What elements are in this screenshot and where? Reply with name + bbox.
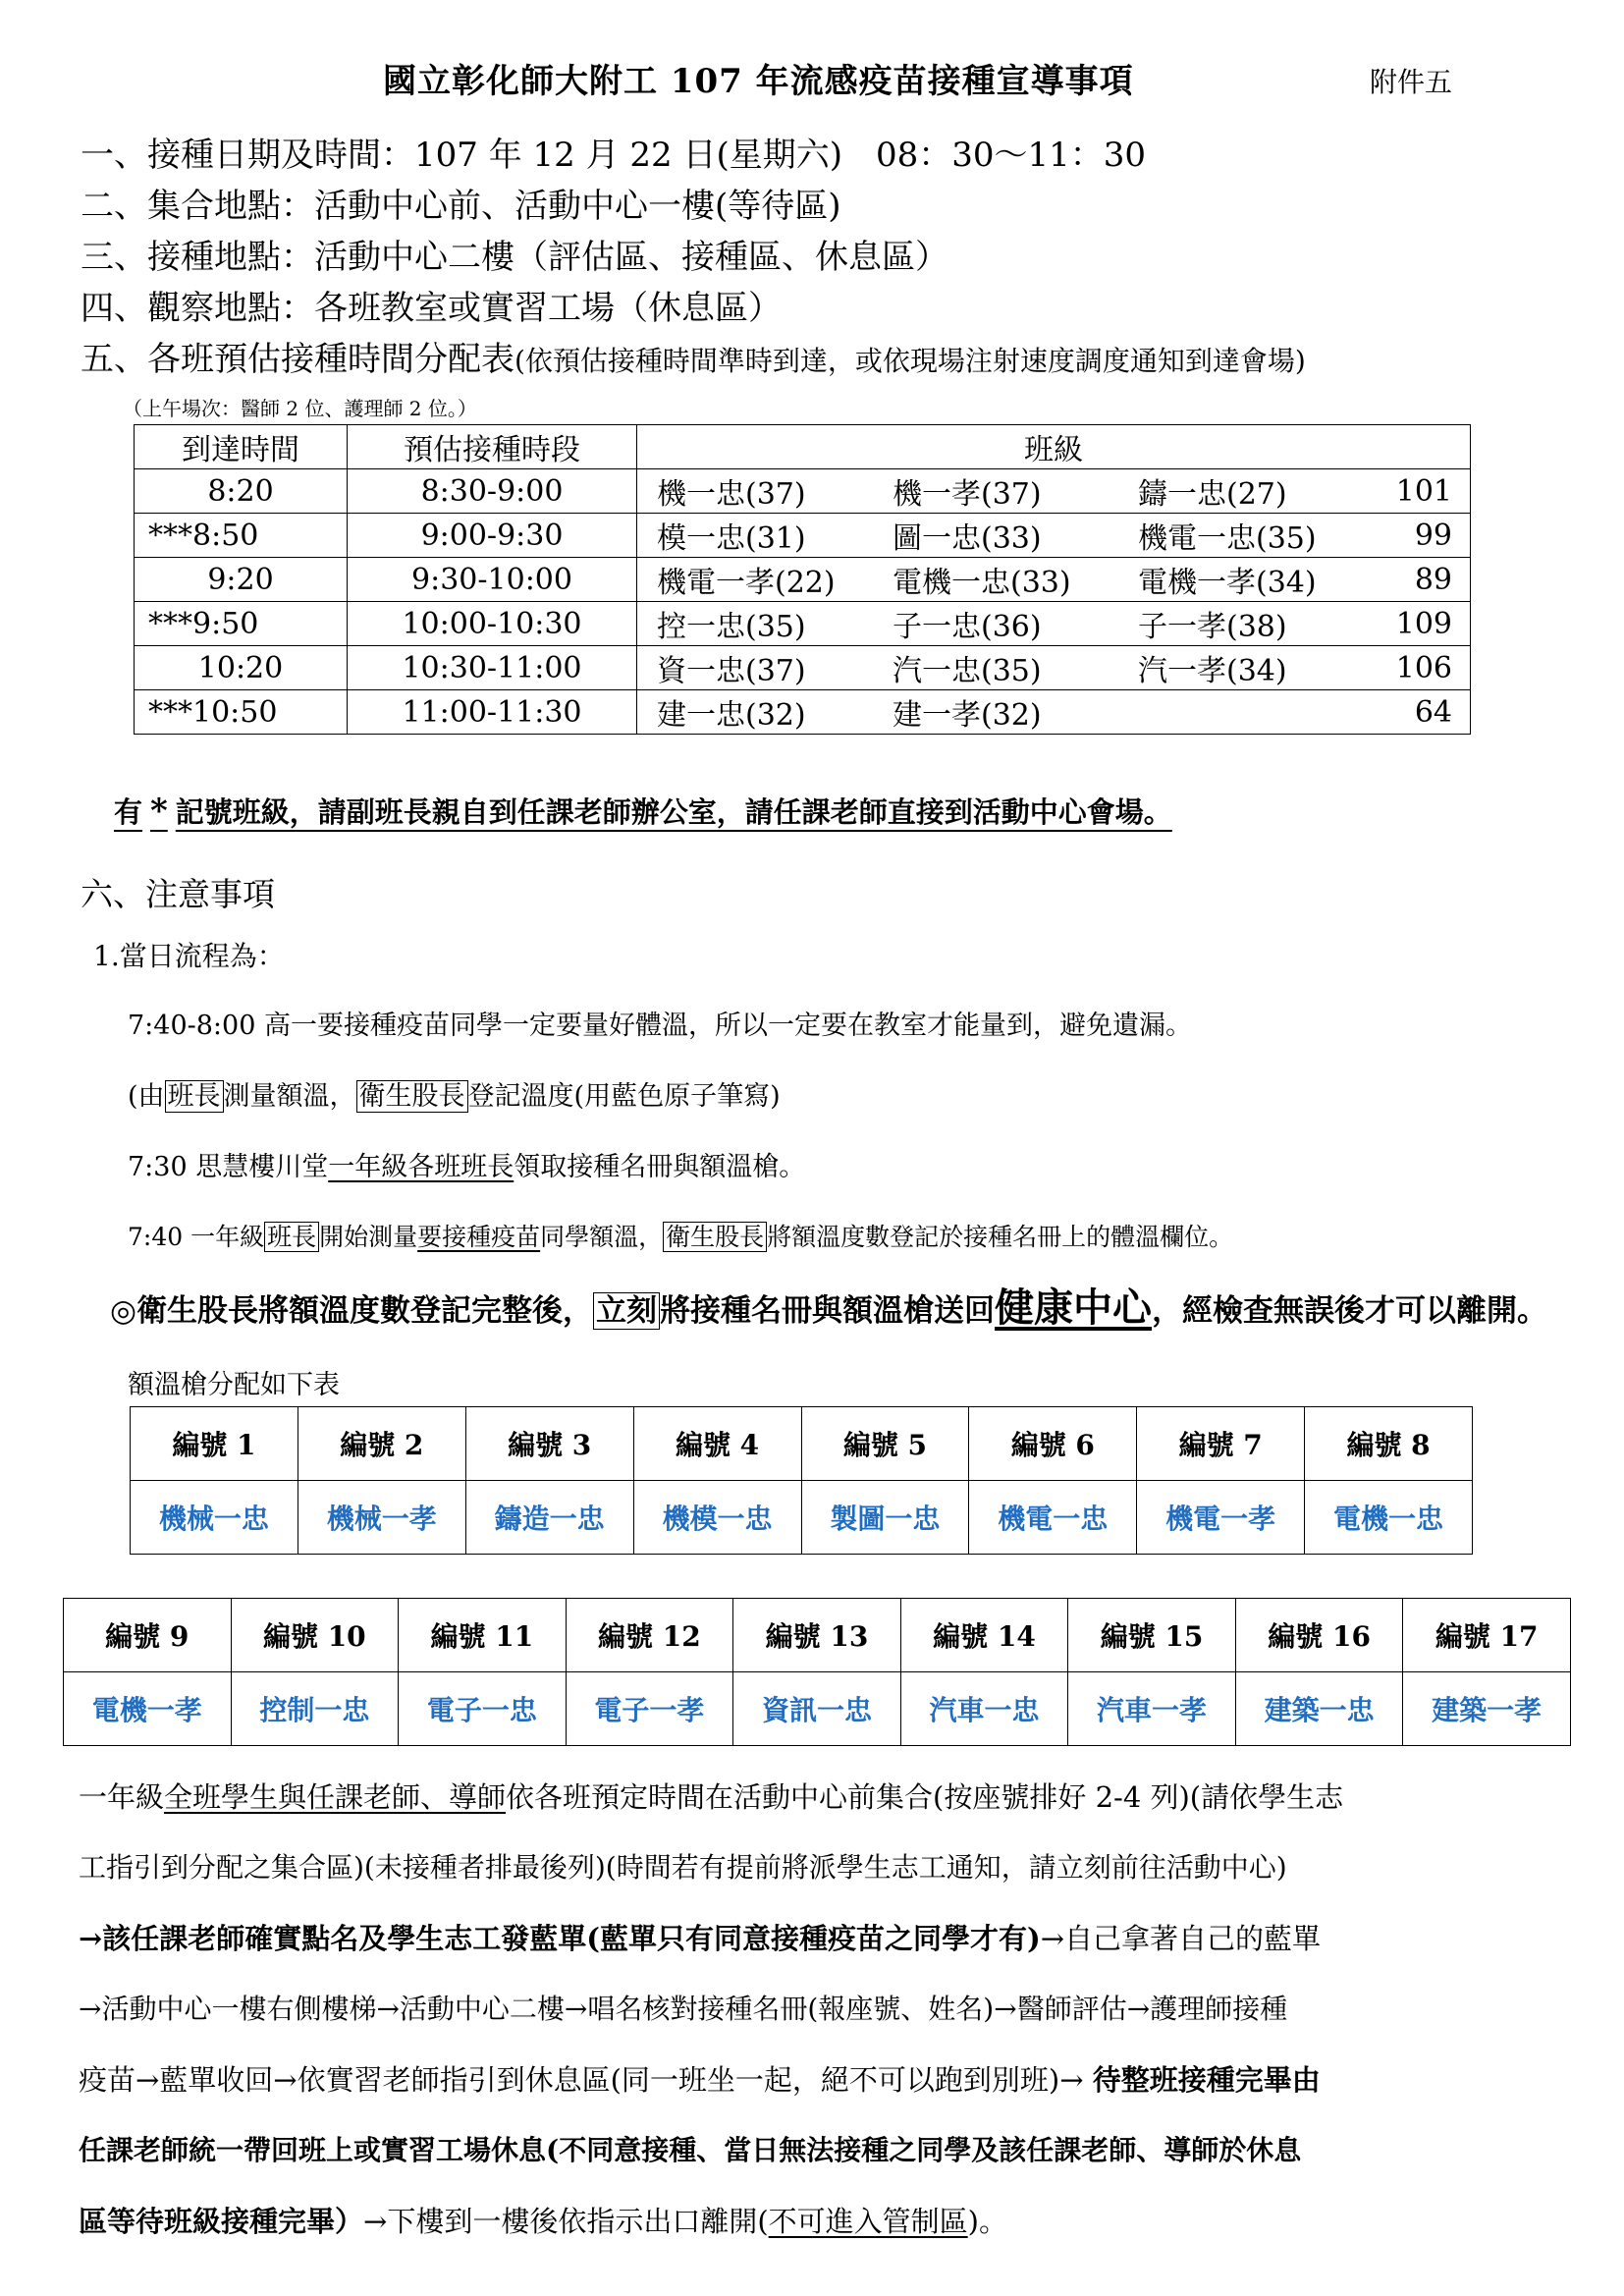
text: 7:40 一年級 (128, 1223, 265, 1251)
gun-number: 編號 9 (64, 1599, 232, 1672)
item-vaccine-place: 三、接種地點：活動中心二樓（評估區、接種區、休息區） (81, 238, 948, 277)
gun-number: 編號 10 (231, 1599, 399, 1672)
item-gather-place: 二、集合地點：活動中心前、活動中心一樓(等待區) (81, 187, 841, 226)
text: 衛生股長將額溫度數登記完整後， (136, 1293, 594, 1329)
class-2: 圖一忠(33) (893, 521, 1042, 556)
attachment-label: 附件五 (1370, 66, 1453, 98)
gun-class: 汽車一忠 (900, 1672, 1068, 1746)
item-schedule-label: 五、各班預估接種時間分配表 (81, 340, 514, 379)
gun-number: 編號 8 (1305, 1407, 1473, 1481)
gun-number-row (131, 1407, 1473, 1481)
schedule-header-row (135, 425, 1471, 469)
health-center-emphasis: 健康中心 (995, 1285, 1153, 1331)
schedule-row (135, 469, 1471, 514)
class-2: 汽一忠(35) (893, 654, 1042, 688)
item-observe-place: 四、觀察地點：各班教室或實習工場（休息區） (81, 289, 782, 328)
boxed-health-officer: 衛生股長 (356, 1080, 468, 1113)
boxed-monitor: 班長 (264, 1222, 319, 1252)
text: 7:30 思慧樓川堂 (128, 1152, 329, 1182)
class-list (657, 690, 1460, 734)
text: )。 (967, 2205, 1007, 2238)
schedule-row (135, 558, 1471, 602)
gun-number: 編號 7 (1137, 1407, 1305, 1481)
bold-text: 區等待班級接種完畢） (79, 2205, 364, 2238)
class-total: 101 (1395, 473, 1452, 509)
boxed-immediately: 立刻 (593, 1292, 660, 1330)
important-notice (110, 1277, 1547, 1333)
class-list (657, 602, 1460, 645)
flow-para-line-1 (79, 1776, 1343, 1816)
class-3: 電機一孝(34) (1138, 566, 1317, 600)
gun-class: 汽車一孝 (1068, 1672, 1236, 1746)
gun-class-row (131, 1481, 1473, 1555)
text: 登記溫度(用藍色原子筆寫) (467, 1081, 781, 1112)
text: 同學額溫， (540, 1223, 664, 1251)
class-total: 89 (1414, 562, 1452, 597)
text: (由 (128, 1081, 165, 1112)
underlined-restricted-area: 不可進入管制區 (768, 2205, 968, 2238)
header-classes: 班級 (637, 425, 1471, 469)
page-title: 國立彰化師大附工 107 年流感疫苗接種宣導事項 (383, 62, 1134, 101)
gun-class: 建築一忠 (1235, 1672, 1403, 1746)
gun-class: 鑄造一忠 (465, 1481, 633, 1555)
class-2: 機一孝(37) (893, 477, 1042, 512)
gun-number: 編號 2 (298, 1407, 465, 1481)
session-note: （上午場次：醫師 2 位、護理師 2 位。） (123, 397, 477, 420)
class-3: 子一孝(38) (1138, 610, 1287, 644)
class-1: 資一忠(37) (657, 654, 806, 688)
vaccine-slot: 9:00-9:30 (348, 514, 637, 558)
gun-class: 控制一忠 (231, 1672, 399, 1746)
schedule-table (134, 424, 1471, 735)
text: →自己拿著自己的藍單 (1040, 1922, 1322, 1955)
class-list (657, 469, 1460, 513)
class-3: 鑄一忠(27) (1138, 477, 1287, 512)
arrive-time: ***9:50 (135, 602, 348, 646)
text: 將額溫度數登記於接種名冊上的體溫欄位。 (767, 1223, 1234, 1251)
class-total: 64 (1414, 694, 1452, 730)
flow-label: 1.當日流程為： (93, 940, 285, 972)
text: ，經檢查無誤後才可以離開。 (1152, 1293, 1548, 1329)
circle-mark-icon: ◎ (110, 1293, 137, 1329)
gun-number: 編號 14 (900, 1599, 1068, 1672)
gun-table-label: 額溫槍分配如下表 (128, 1370, 340, 1400)
flow-para-line-4: →活動中心一樓右側樓梯→活動中心二樓→唱名核對接種名冊(報座號、姓名)→醫師評估→護理師接種 (79, 1993, 1288, 2025)
vaccine-slot: 10:30-11:00 (348, 646, 637, 690)
vaccine-slot: 10:00-10:30 (348, 602, 637, 646)
vaccine-slot: 11:00-11:30 (348, 690, 637, 735)
class-2: 子一忠(36) (893, 610, 1042, 644)
gun-class: 電機一忠 (1305, 1481, 1473, 1555)
gun-number: 編號 11 (399, 1599, 567, 1672)
text: 依各班預定時間在活動中心前集合(按座號排好 2-4 列)(請依學生志 (506, 1780, 1344, 1814)
schedule-row (135, 602, 1471, 646)
gun-number: 編號 17 (1403, 1599, 1571, 1672)
gun-class: 製圖一忠 (801, 1481, 969, 1555)
gun-class: 機電一孝 (1137, 1481, 1305, 1555)
text: 測量額溫， (223, 1081, 356, 1112)
arrive-time: ***8:50 (135, 514, 348, 558)
gun-table-2 (63, 1598, 1571, 1746)
gun-number-row (64, 1599, 1571, 1672)
gun-class: 電機一孝 (64, 1672, 232, 1746)
gun-number: 編號 12 (566, 1599, 733, 1672)
gun-class: 機械一忠 (131, 1481, 298, 1555)
item-schedule-note: (依預估接種時間準時到達，或依現場注射速度調度通知到達會場) (514, 345, 1306, 377)
underlined-vaccinees: 要接種疫苗 (417, 1223, 541, 1251)
gun-class: 電子一忠 (399, 1672, 567, 1746)
section-notes-title: 六、注意事項 (81, 875, 275, 913)
gun-table-1 (130, 1406, 1473, 1555)
arrive-time: 10:20 (135, 646, 348, 690)
flow-line-1: 7:40-8:00 高一要接種疫苗同學一定要量好體溫，所以一定要在教室才能量到，避免遺漏。 (128, 1011, 1192, 1041)
gun-number: 編號 1 (131, 1407, 298, 1481)
notice-prefix: 有 (114, 795, 143, 829)
vaccine-slot: 9:30-10:00 (348, 558, 637, 602)
gun-class: 建築一孝 (1403, 1672, 1571, 1746)
gun-number: 編號 13 (733, 1599, 901, 1672)
flow-para-line-7 (79, 2200, 1007, 2240)
boxed-health-officer: 衛生股長 (663, 1222, 767, 1252)
arrive-time: ***10:50 (135, 690, 348, 735)
schedule-row (135, 690, 1471, 735)
boxed-monitor: 班長 (165, 1080, 224, 1113)
gun-number: 編號 6 (969, 1407, 1137, 1481)
class-3: 機電一忠(35) (1138, 521, 1317, 556)
flow-para-line-3 (79, 1917, 1321, 1957)
class-2: 電機一忠(33) (893, 566, 1071, 600)
text: 將接種名冊與額溫槍送回 (660, 1293, 996, 1329)
text: 一年級 (79, 1780, 165, 1814)
gun-class: 電子一孝 (566, 1672, 733, 1746)
class-3: 汽一孝(34) (1138, 654, 1287, 688)
header-slot: 預估接種時段 (348, 425, 637, 469)
underlined-all-class: 全班學生與任課老師、導師 (164, 1780, 507, 1814)
class-1: 控一忠(35) (657, 610, 806, 644)
item-date: 一、接種日期及時間：107 年 12 月 22 日(星期六) 08：30～11：30 (81, 136, 1147, 175)
underlined-monitors: 一年級各班班長 (328, 1152, 514, 1182)
text: 疫苗→藍單收回→依實習老師指引到休息區(同一班坐一起，絕不可以跑到別班)→ (79, 2063, 1093, 2097)
gun-class: 機械一孝 (298, 1481, 465, 1555)
gun-class-row (64, 1672, 1571, 1746)
header-arrive: 到達時間 (135, 425, 348, 469)
arrive-time: 8:20 (135, 469, 348, 514)
flow-para-line-6: 任課老師統一帶回班上或實習工場休息(不同意接種、當日無法接種之同學及該任課老師、導師於休息 (79, 2134, 1302, 2166)
class-1: 模一忠(31) (657, 521, 806, 556)
gun-class: 機模一忠 (633, 1481, 801, 1555)
gun-number: 編號 3 (465, 1407, 633, 1481)
class-total: 109 (1395, 606, 1452, 641)
class-1: 建一忠(32) (657, 698, 806, 733)
flow-line-4 (128, 1218, 1233, 1253)
star-mark: * (150, 792, 168, 831)
flow-line-3 (128, 1145, 805, 1183)
class-total: 99 (1414, 518, 1452, 553)
bold-text: 待整班接種完畢由 (1092, 2063, 1321, 2097)
schedule-row (135, 514, 1471, 558)
gun-number: 編號 16 (1235, 1599, 1403, 1672)
gun-class: 機電一忠 (969, 1481, 1137, 1555)
class-list (657, 646, 1460, 689)
flow-line-2 (128, 1074, 781, 1113)
gun-number: 編號 4 (633, 1407, 801, 1481)
text: →下樓到一樓後依指示出口離開( (363, 2205, 769, 2238)
class-list (657, 558, 1460, 601)
gun-number: 編號 5 (801, 1407, 969, 1481)
schedule-row (135, 646, 1471, 690)
class-total: 106 (1395, 650, 1452, 685)
arrive-time: 9:20 (135, 558, 348, 602)
vaccine-slot: 8:30-9:00 (348, 469, 637, 514)
gun-class: 資訊一忠 (733, 1672, 901, 1746)
class-1: 機一忠(37) (657, 477, 806, 512)
text: 開始測量 (319, 1223, 418, 1251)
bold-text: →該任課老師確實點名及學生志工發藍單(藍單只有同意接種疫苗之同學才有) (79, 1922, 1041, 1955)
item-schedule-heading (81, 332, 1306, 380)
flow-para-line-5 (79, 2058, 1321, 2099)
star-notice (114, 791, 1172, 831)
notice-text: 記號班級，請副班長親自到任課老師辦公室，請任課老師直接到活動中心會場。 (175, 795, 1172, 829)
class-list (657, 514, 1460, 557)
class-1: 機電一孝(22) (657, 566, 836, 600)
text: 領取接種名冊與額溫槍。 (514, 1152, 806, 1182)
class-2: 建一孝(32) (893, 698, 1042, 733)
flow-para-line-2: 工指引到分配之集合區)(未接種者排最後列)(時間若有提前將派學生志工通知，請立刻前往活動中心) (79, 1851, 1287, 1884)
gun-number: 編號 15 (1068, 1599, 1236, 1672)
